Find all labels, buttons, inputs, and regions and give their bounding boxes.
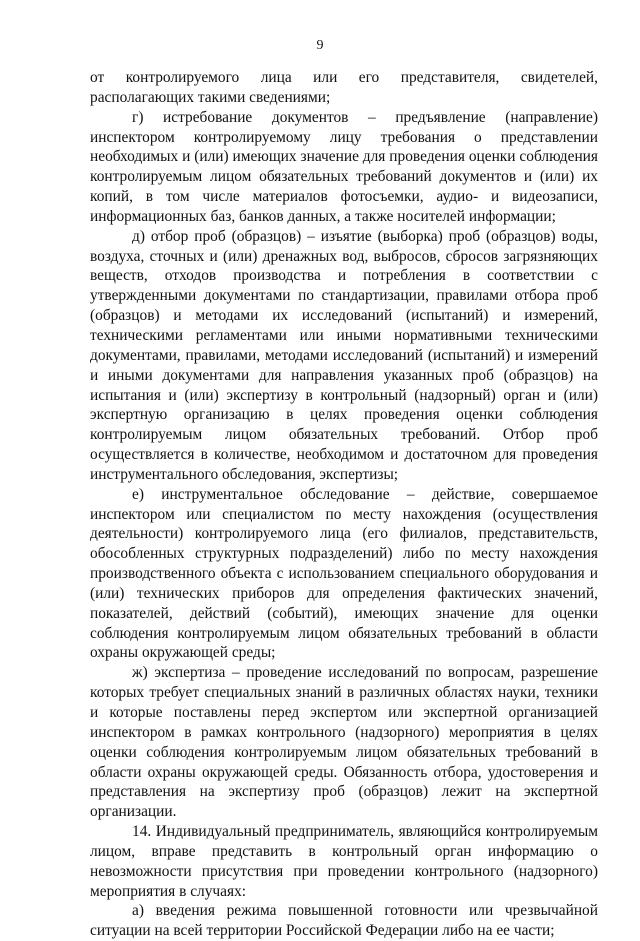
paragraph-item-e: е) инструментальное обследование – действие, совершаемое инспектором или специалистом по месту нахождения (осуществления деятельности) контролируемого лица (его филиалов, представительств, обособленных структурных подразделений) либо по месту нахождения производственного объекта с использованием специального оборудования и (или) технических приборов для определения фактических значений, показателей, действий (событий), имеющих значение для оценки соблюдения контролируемым лицом обязательных требований в области охраны окружающей среды; <box>90 485 598 662</box>
paragraph-clause-14: 14. Индивидуальный предприниматель, являющийся контролируемым лицом, вправе представить в контрольный орган информацию о невозможности присутствия при проведении контрольного (надзорного) мероприятия в случаях: <box>90 823 598 900</box>
page-number: 9 <box>316 38 324 53</box>
document-body <box>90 68 598 941</box>
paragraph-continuation: от контролируемого лица или его представителя, свидетелей, располагающих такими сведениями; <box>90 69 598 106</box>
paragraph-item-d: д) отбор проб (образцов) – изъятие (выборка) проб (образцов) воды, воздуха, сточных и (или) дренажных вод, выбросов, сбросов загрязняющих веществ, отходов производства и потребления в соответствии с утвержденными документами по стандартизации, правилами отбора проб (образцов) и методами их исследований (испытаний) и измерений, техническими регламентами или иными нормативными техническими документами, правилами, методами исследований (испытаний) и измерений и иными документами для направления указанных проб (образцов) на испытания и (или) экспертизу в контрольный (надзорный) орган и (или) экспертную организацию в целях проведения оценки соблюдения контролируемым лицом обязательных требований. Отбор проб осуществляется в количестве, необходимом и достаточном для проведения инструментального обследования, экспертизы; <box>90 227 598 483</box>
paragraph-item-g: г) истребование документов – предъявление (направление) инспектором контролируемому лицу требования о представлении необходимых и (или) имеющих значение для проведения оценки соблюдения контролируемым лицом обязательных требований документов и (или) их копий, в том числе материалов фотосъемки, аудио- и видеозаписи, информационных баз, банков данных, а также носителей информации; <box>90 108 598 225</box>
paragraph-item-a: а) введения режима повышенной готовности или чрезвычайной ситуации на всей территории Российской Федерации либо на ее части; <box>90 902 598 940</box>
paragraph-item-zh: ж) экспертиза – проведение исследований по вопросам, разрешение которых требует специальных знаний в различных областях науки, техники и которые поставлены перед экспертом или экспертной организацией инспектором в рамках контрольного (надзорного) мероприятия в целях оценки соблюдения контролируемым лицом обязательных требований в области охраны окружающей среды. Обязанность отбора, удостоверения и представления на экспертизу проб (образцов) лежит на экспертной организации. <box>90 664 598 821</box>
